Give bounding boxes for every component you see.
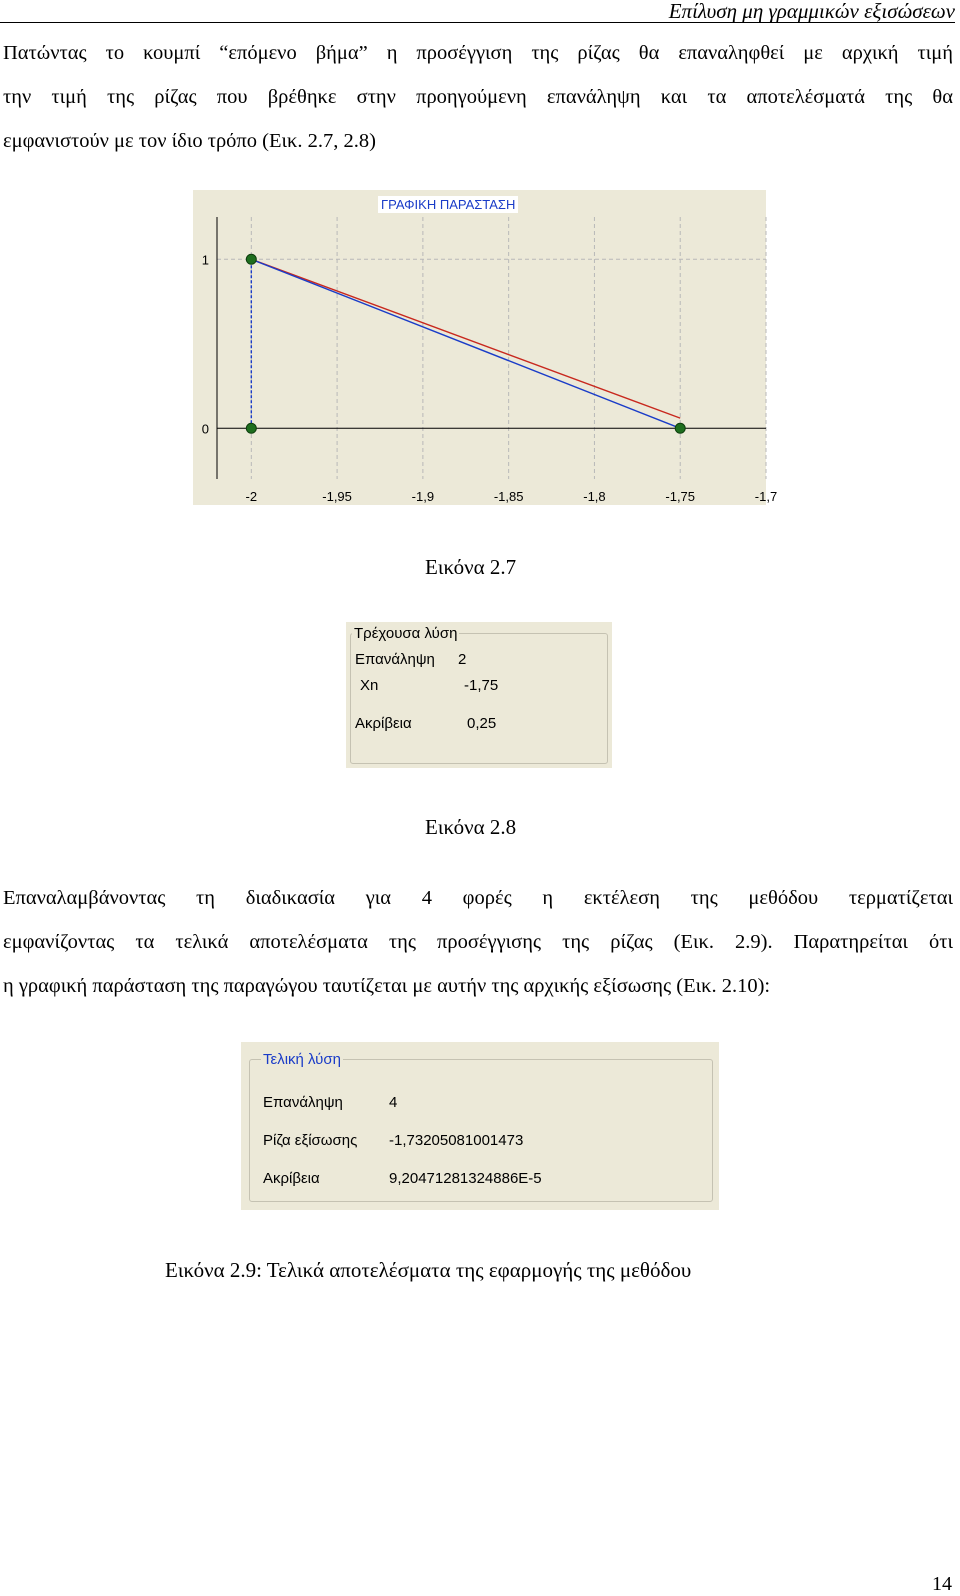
y-tick-label: 0 (201, 421, 209, 437)
x-tick-label: -2 (245, 489, 258, 504)
accuracy-value: 0,25 (467, 715, 497, 732)
current-solution-panel (346, 622, 612, 768)
final-solution-panel (241, 1042, 719, 1210)
iteration-label: Επανάληψη (355, 651, 435, 668)
paragraph-final (3, 876, 953, 1008)
root-value: -1,73205081001473 (389, 1132, 524, 1149)
final-solution-legend: Τελική λύση (263, 1051, 341, 1068)
iteration-value: 4 (389, 1094, 398, 1111)
running-header-title: Επίλυση μη γραμμικών εξισώσεων (668, 0, 955, 23)
x-tick-label: -1,85 (493, 489, 524, 504)
x-tick-label: -1,7 (754, 489, 778, 504)
iteration-label: Επανάληψη (263, 1094, 343, 1111)
xn-value: -1,75 (464, 677, 499, 694)
graph-plot (193, 190, 778, 505)
accuracy-label: Ακρίβεια (263, 1170, 320, 1187)
figure-caption: Εικόνα 2.9: Τελικά αποτελέσματα της εφαρμογής της μεθόδου (165, 1258, 692, 1282)
figure-caption: Εικόνα 2.8 (425, 815, 517, 839)
page-number: 14 (932, 1573, 952, 1595)
accuracy-label: Ακρίβεια (355, 715, 412, 732)
data-point (675, 423, 685, 433)
paragraph-intro (3, 31, 953, 163)
x-tick-label: -1,95 (322, 489, 352, 504)
paragraph-line: Επαναλαμβάνοντας τη διαδικασία για 4 φορές η εκτέλεση της μεθόδου τερματίζεται (3, 887, 953, 909)
figure-caption: Εικόνα 2.7 (425, 555, 517, 579)
x-tick-label: -1,9 (411, 489, 435, 504)
x-tick-label: -1,8 (583, 489, 606, 504)
paragraph-line: Πατώντας το κουμπί “επόμενο βήμα” η προσέγγιση της ρίζας θα επαναληφθεί με αρχική τιμή (3, 42, 953, 64)
data-point (246, 254, 256, 264)
iteration-value: 2 (458, 651, 467, 668)
paragraph-line: η γραφική παράσταση της παραγώγου ταυτίζεται με αυτήν της αρχικής εξίσωσης (Εικ. 2.10): (3, 975, 771, 997)
current-solution-legend: Τρέχουσα λύση (354, 625, 458, 642)
data-point (246, 423, 256, 433)
x-tick-label: -1,75 (665, 489, 696, 504)
paragraph-line: εμφανιστούν με τον ίδιο τρόπο (Εικ. 2.7, 2.8) (3, 130, 376, 152)
paragraph-line: την τιμή της ρίζας που βρέθηκε στην προηγούμενη επανάληψη και τα αποτελέσματά της θα (3, 86, 953, 108)
running-header (0, 0, 955, 23)
root-label: Ρίζα εξίσωσης (263, 1132, 358, 1149)
y-tick-label: 1 (201, 252, 209, 268)
xn-label: Xn (360, 677, 379, 694)
chart-title: ΓΡΑΦΙΚΗ ΠΑΡΑΣΤΑΣΗ (378, 196, 518, 213)
accuracy-value: 9,20471281324886E-5 (389, 1170, 542, 1187)
graph-panel (193, 190, 778, 505)
paragraph-line: εμφανίζοντας τα τελικά αποτελέσματα της προσέγγισης της ρίζας (Εικ. 2.9). Παρατηρείται ότι (3, 931, 953, 953)
